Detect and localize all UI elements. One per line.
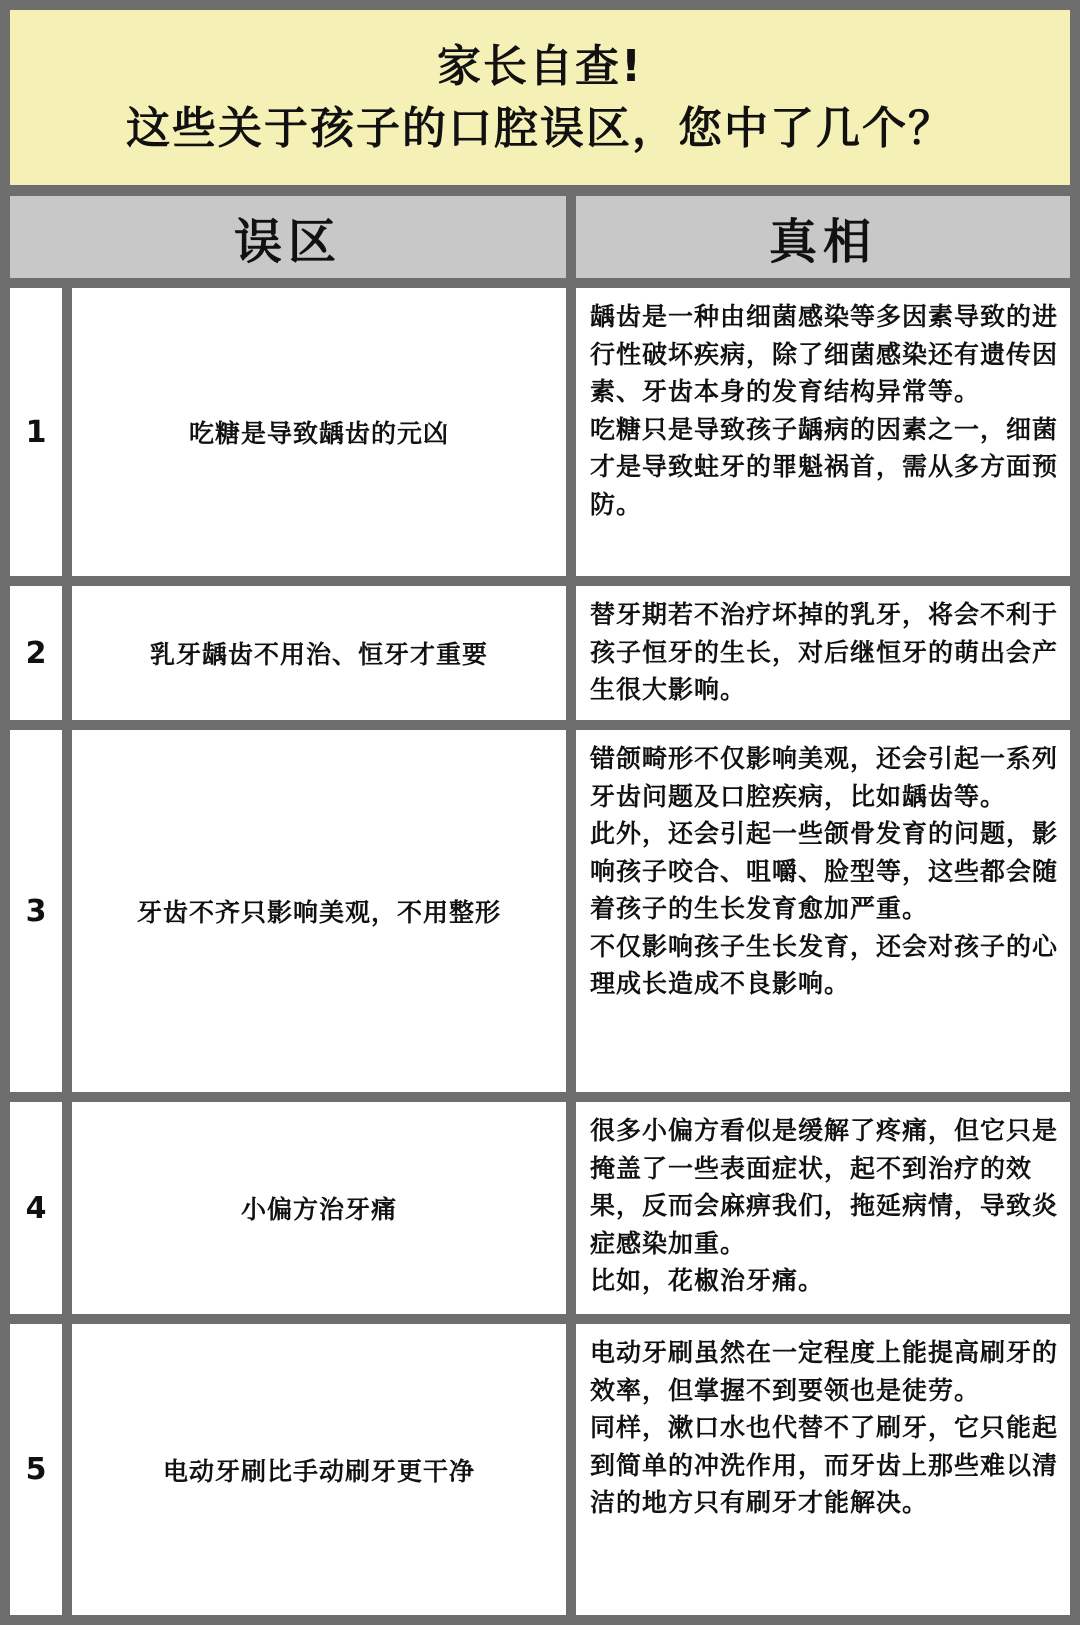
column-header-myth: 误区: [10, 196, 566, 278]
title-line-2: 这些关于孩子的口腔误区，您中了几个？: [126, 102, 954, 154]
myth-cell: 小偏方治牙痛: [72, 1102, 566, 1314]
column-header-truth: 真相: [576, 196, 1070, 278]
truth-cell: [576, 1324, 1070, 1615]
truth-paragraph: 此外，还会引起一些颌骨发育的问题，影响孩子咬合、咀嚼、脸型等，这些都会随着孩子的生长发育愈加严重。: [590, 819, 1059, 923]
truth-cell: [576, 1102, 1070, 1314]
row-number: 2: [10, 586, 62, 720]
title-line-1: 家长自查!: [436, 40, 644, 92]
myth-cell: 牙齿不齐只影响美观，不用整形: [72, 730, 566, 1092]
truth-paragraph: 吃糖只是导致孩子龋病的因素之一，细菌才是导致蛀牙的罪魁祸首，需从多方面预防。: [590, 414, 1059, 519]
row-number: 1: [10, 288, 62, 576]
truth-paragraph: 不仅影响孩子生长发育，还会对孩子的心理成长造成不良影响。: [590, 931, 1059, 998]
truth-paragraph: 错颌畸形不仅影响美观，还会引起一系列牙齿问题及口腔疾病，比如龋齿等。: [590, 744, 1059, 811]
row-number: 3: [10, 730, 62, 1092]
myth-cell: 乳牙龋齿不用治、恒牙才重要: [72, 586, 566, 720]
truth-cell: [576, 288, 1070, 576]
row-number: 5: [10, 1324, 62, 1615]
truth-paragraph: 电动牙刷虽然在一定程度上能提高刷牙的效率，但掌握不到要领也是徒劳。: [590, 1338, 1059, 1405]
myth-cell: 吃糖是导致龋齿的元凶: [72, 288, 566, 576]
truth-cell: [576, 730, 1070, 1092]
truth-paragraph: 替牙期若不治疗坏掉的乳牙，将会不利于孩子恒牙的生长，对后继恒牙的萌出会产生很大影响。: [590, 600, 1059, 704]
truth-paragraph: 同样，漱口水也代替不了刷牙，它只能起到简单的冲洗作用，而牙齿上那些难以清洁的地方只有刷牙才能解决。: [590, 1413, 1059, 1517]
title-banner: [10, 10, 1070, 185]
truth-cell: [576, 586, 1070, 720]
myth-cell: 电动牙刷比手动刷牙更干净: [72, 1324, 566, 1615]
row-number: 4: [10, 1102, 62, 1314]
truth-paragraph: 比如，花椒治牙痛。: [590, 1266, 825, 1295]
truth-paragraph: 很多小偏方看似是缓解了疼痛，但它只是掩盖了一些表面症状，起不到治疗的效果，反而会麻痹我们，拖延病情，导致炎症感染加重。: [590, 1116, 1059, 1258]
truth-paragraph: 龋齿是一种由细菌感染等多因素导致的进行性破坏疾病，除了细菌感染还有遗传因素、牙齿本身的发育结构异常等。: [590, 302, 1059, 406]
